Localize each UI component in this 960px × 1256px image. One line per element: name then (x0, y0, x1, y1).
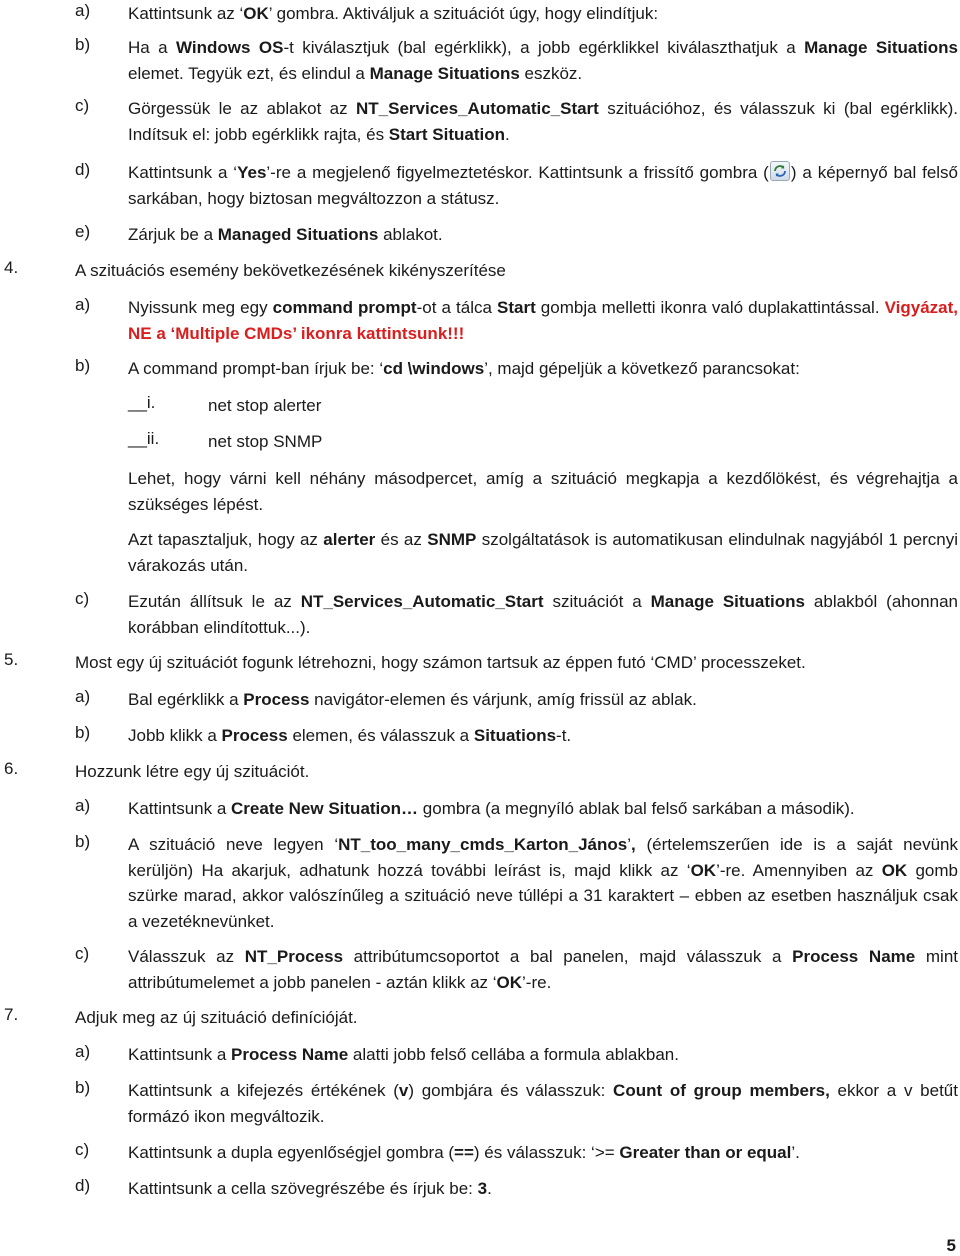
item-text-before: Kattintsunk a ‘Yes’-re a megjelenő figyelmeztetéskor. Kattintsunk a frissítő gombra ( (128, 163, 769, 182)
item-label: e) (75, 222, 91, 241)
item-label: b) (75, 1078, 91, 1097)
item-label: a) (75, 687, 91, 706)
item-text: Lehet, hogy várni kell néhány másodpercet, amíg a szituáció megkapja a kezdőlökést, és végrehajtja a szükséges lépést. (128, 469, 958, 514)
item-label: c) (75, 1140, 90, 1159)
item-text: Kattintsunk a cella szövegrészébe és írjuk be: 3. (128, 1179, 492, 1198)
item-label: 5. (4, 650, 19, 669)
item-label: __ii. (128, 429, 160, 448)
item-text: Kattintsunk az ‘OK’ gombra. Aktiváljuk a szituációt úgy, hogy elindítjuk: (128, 4, 659, 23)
item-label: 6. (4, 759, 19, 778)
refresh-icon (770, 161, 790, 181)
item-text: Nyissunk meg egy command prompt-ot a tálca Start gombja melletti ikonra való duplakattintással. Vigyázat, NE a ‘Multiple CMDs’ ikonra kattintsunk!!! (128, 298, 958, 343)
item-text: Kattintsunk a kifejezés értékének (v) gombjára és válasszuk: Count of group members, ekkor a v betűt formázó ikon megváltozik. (128, 1081, 958, 1126)
page-number: 5 (946, 1236, 956, 1255)
item-label: a) (75, 796, 91, 815)
item-label: a) (75, 1042, 91, 1061)
item-label: d) (75, 160, 91, 179)
item-text: Kattintsunk a dupla egyenlőségjel gombra (==) és válasszuk: ‘>= Greater than or equal’. (128, 1143, 800, 1162)
item-text: Zárjuk be a Managed Situations ablakot. (128, 225, 443, 244)
item-text: Hozzunk létre egy új szituációt. (75, 762, 310, 781)
item-text: Görgessük le az ablakot az NT_Services_Automatic_Start szituációhoz, és válasszuk ki (bal egérklikk). Indítsuk el: jobb egérklikk rajta, és Start Situation. (128, 99, 959, 144)
item-label: __i. (128, 393, 156, 412)
item-text: A szituációs esemény bekövetkezésének kikényszerítése (75, 261, 506, 280)
item-label: c) (75, 944, 90, 963)
item-text: net stop SNMP (208, 432, 323, 451)
item-text: Bal egérklikk a Process navigátor-elemen és várjunk, amíg frissül az ablak. (128, 690, 697, 709)
item-text: Most egy új szituációt fogunk létrehozni, hogy számon tartsuk az éppen futó ‘CMD’ processzeket. (75, 653, 806, 672)
item-text: Azt tapasztaljuk, hogy az alerter és az SNMP szolgáltatások is automatikusan elindulnak nagyjából 1 percnyi várakozás után. (128, 530, 958, 575)
item-label: c) (75, 96, 90, 115)
item-label: a) (75, 295, 91, 314)
item-text-after: ) a képernyő bal felső sarkában, hogy biztosan megváltozzon a státusz. (128, 163, 959, 208)
item-text: Adjuk meg az új szituáció definícióját. (75, 1008, 358, 1027)
item-label: 7. (4, 1005, 19, 1024)
item-text: Válasszuk az NT_Process attribútumcsoportot a bal panelen, majd válasszuk a Process Name mint attribútumelemet a jobb panelen - aztán klikk az ‘OK’-re. (128, 947, 959, 992)
item-text: Kattintsunk a Create New Situation… gombra (a megnyíló ablak bal felső sarkában a második). (128, 799, 855, 818)
item-text: A szituáció neve legyen ‘NT_too_many_cmds_Karton_János’, (értelemszerűen ide is a saját nevünk kerüljön) Ha akarjuk, adhatunk hozzá további leírást is, majd klikk az ‘OK’-re. Amennyiben az OK gomb szürke marad, akkor valószínűleg a szituáció neve túllépi a 31 karaktert – ebben az esetben használjuk csak a vezetéknevünket. (128, 835, 959, 931)
item-text: Kattintsunk a Process Name alatti jobb felső cellába a formula ablakban. (128, 1045, 679, 1064)
item-label: 4. (4, 258, 19, 277)
item-label: b) (75, 356, 91, 375)
item-label: b) (75, 723, 91, 742)
item-text: net stop alerter (208, 396, 322, 415)
item-text: Ha a Windows OS-t kiválasztjuk (bal egérklikk), a jobb egérklikkel kiválaszthatjuk a Manage Situations elemet. Tegyük ezt, és elindul a Manage Situations eszköz. (128, 38, 958, 83)
item-label: b) (75, 35, 91, 54)
item-text: A command prompt-ban írjuk be: ‘cd \windows’, majd gépeljük a következő parancsokat: (128, 359, 800, 378)
item-label: c) (75, 589, 90, 608)
item-label: d) (75, 1176, 91, 1195)
item-text: Jobb klikk a Process elemen, és válasszuk a Situations-t. (128, 726, 572, 745)
item-label: a) (75, 1, 91, 20)
item-label: b) (75, 832, 91, 851)
item-text (128, 160, 958, 211)
item-text: Ezután állítsuk le az NT_Services_Automatic_Start szituációt a Manage Situations ablakból (ahonnan korábban elindítottuk...). (128, 592, 959, 637)
